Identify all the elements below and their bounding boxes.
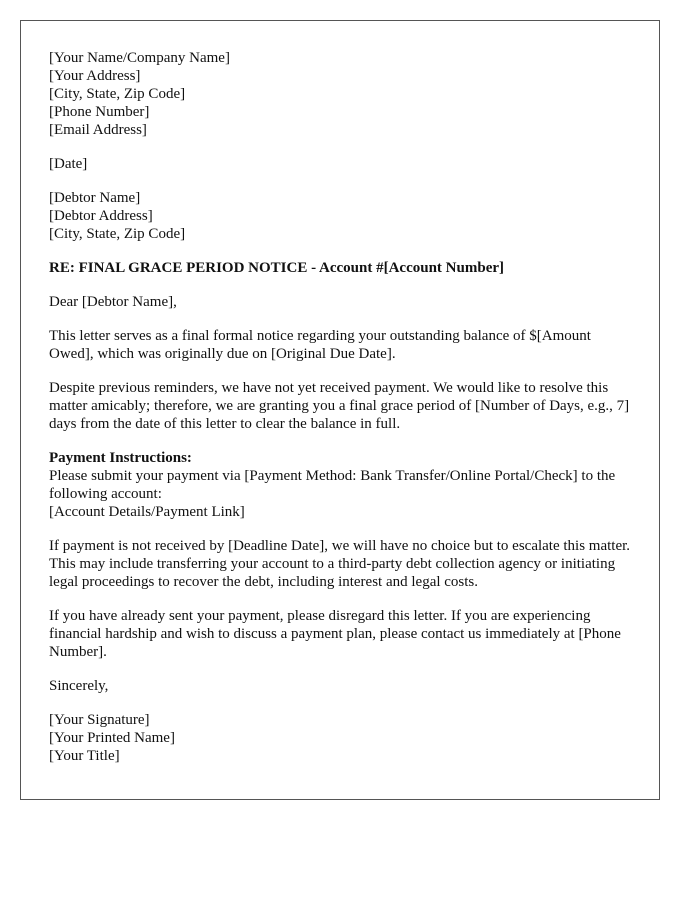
recipient-city: [City, State, Zip Code] — [49, 226, 186, 242]
signature-line: [Your Signature] — [49, 712, 150, 728]
payment-heading: Payment Instructions: — [49, 450, 192, 466]
letter-page — [20, 20, 660, 800]
signer-title: [Your Title] — [49, 748, 120, 764]
sender-block — [49, 49, 631, 139]
closing: Sincerely, — [49, 678, 109, 694]
printed-name: [Your Printed Name] — [49, 730, 175, 746]
recipient-name: [Debtor Name] — [49, 190, 141, 206]
recipient-address: [Debtor Address] — [49, 208, 153, 224]
signature-block — [49, 711, 631, 765]
payment-details: [Account Details/Payment Link] — [49, 504, 245, 520]
body-paragraph-1: This letter serves as a final formal notice regarding your outstanding balance of $[Amount Owed], which was originally due on [Original Due Date]. — [49, 328, 591, 362]
sender-phone: [Phone Number] — [49, 104, 150, 120]
letter-date: [Date] — [49, 156, 88, 172]
sender-city: [City, State, Zip Code] — [49, 86, 186, 102]
recipient-block — [49, 189, 631, 243]
sender-email: [Email Address] — [49, 122, 147, 138]
sender-name: [Your Name/Company Name] — [49, 50, 230, 66]
payment-instructions — [49, 449, 631, 521]
body-paragraph-2: Despite previous reminders, we have not yet received payment. We would like to resolve this matter amicably; therefore, we are granting you a final grace period of [Number of Days, e.g., 7] days from the date of this letter to clear the balance in full. — [49, 380, 630, 432]
subject-line: RE: FINAL GRACE PERIOD NOTICE - Account #[Account Number] — [49, 260, 505, 276]
body-paragraph-4: If payment is not received by [Deadline Date], we will have no choice but to escalate this matter. This may include transferring your account to a third-party debt collection agency or initiating legal proceedings to recover the debt, including interest and legal costs. — [49, 538, 631, 590]
salutation: Dear [Debtor Name], — [49, 294, 177, 310]
body-paragraph-5: If you have already sent your payment, please disregard this letter. If you are experiencing financial hardship and wish to discuss a payment plan, please contact us immediately at [Phone Number]. — [49, 608, 621, 660]
payment-text: Please submit your payment via [Payment Method: Bank Transfer/Online Portal/Check] to the following account: — [49, 468, 616, 502]
sender-address: [Your Address] — [49, 68, 141, 84]
